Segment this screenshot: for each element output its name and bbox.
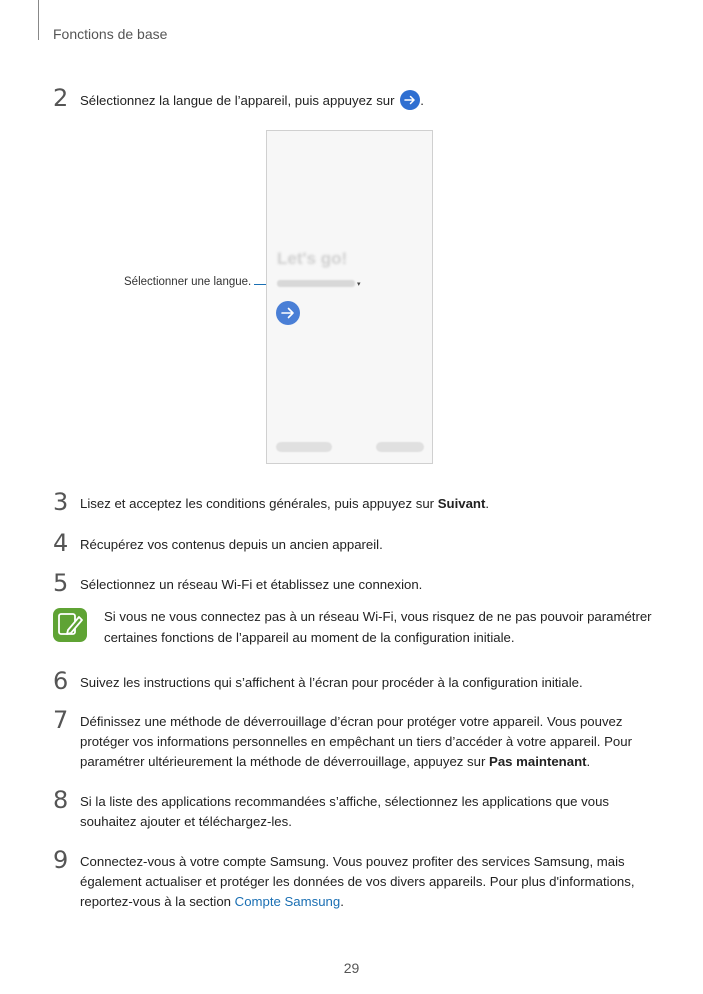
- step-text: Sélectionnez la langue de l’appareil, puis appuyez sur .: [80, 90, 653, 111]
- step-text: Suivez les instructions qui s’affichent à l’écran pour procéder à la configuration initiale.: [80, 675, 583, 690]
- step-text: Récupérez vos contenus depuis un ancien appareil.: [80, 537, 383, 552]
- step-8: [53, 786, 653, 832]
- step-number: 3: [53, 488, 69, 516]
- phone-bottom-left-button[interactable]: [276, 442, 332, 452]
- next-arrow-icon: [400, 90, 420, 110]
- step-number: 7: [53, 706, 69, 734]
- step-number: 6: [53, 667, 69, 695]
- step-number: 4: [53, 529, 69, 557]
- step-2: [53, 84, 653, 112]
- dropdown-caret-icon: ▾: [357, 281, 361, 288]
- step-9: [53, 846, 653, 912]
- step-number: 2: [53, 84, 69, 112]
- screen-title: Let's go!: [277, 249, 348, 268]
- step-3: [53, 488, 653, 516]
- step-text: Sélectionnez un réseau Wi-Fi et établissez une connexion.: [80, 577, 423, 592]
- step-text: Connectez-vous à votre compte Samsung. Vous pouvez profiter des services Samsung, mais également actualiser et protéger les données de vos divers appareils. Pour plus d'informations, reportez-vous à la section Compte Samsung.: [80, 854, 635, 909]
- callout-label: Sélectionner une langue.: [124, 276, 252, 288]
- step-number: 8: [53, 786, 69, 814]
- step-7: [53, 706, 653, 772]
- step-5: [53, 569, 653, 597]
- step-text: Si la liste des applications recommandées s’affiche, sélectionnez les applications que vous souhaitez ajouter et téléchargez-les.: [80, 794, 610, 829]
- section-header: Fonctions de base: [53, 26, 168, 42]
- step-4: [53, 529, 653, 557]
- step-number: 5: [53, 569, 69, 597]
- step-6: [53, 667, 653, 695]
- step-text: Définissez une méthode de déverrouillage d’écran pour protéger votre appareil. Vous pouvez protéger vos informations personnelles en empêchant un tiers d’accéder à votre appareil. Pour paramétrer ultérieurement la méthode de déverrouillage, appuyez sur Pas maintenant.: [80, 714, 632, 769]
- language-selector[interactable]: [277, 280, 355, 287]
- note-pencil-icon: [53, 608, 87, 642]
- phone-bottom-right-button[interactable]: [376, 442, 424, 452]
- page-number: 29: [343, 960, 360, 976]
- samsung-account-link[interactable]: Compte Samsung: [234, 894, 341, 909]
- phone-screenshot: [266, 130, 433, 464]
- note-text: Si vous ne vous connectez pas à un réseau Wi-Fi, vous risquez de ne pas pouvoir paramétrer certaines fonctions de l’appareil au moment de la configuration initiale.: [104, 609, 652, 645]
- start-arrow-button[interactable]: [276, 301, 300, 325]
- step-text: Lisez et acceptez les conditions générales, puis appuyez sur Suivant.: [80, 496, 490, 511]
- margin-rule: [38, 0, 39, 40]
- step-number: 9: [53, 846, 69, 874]
